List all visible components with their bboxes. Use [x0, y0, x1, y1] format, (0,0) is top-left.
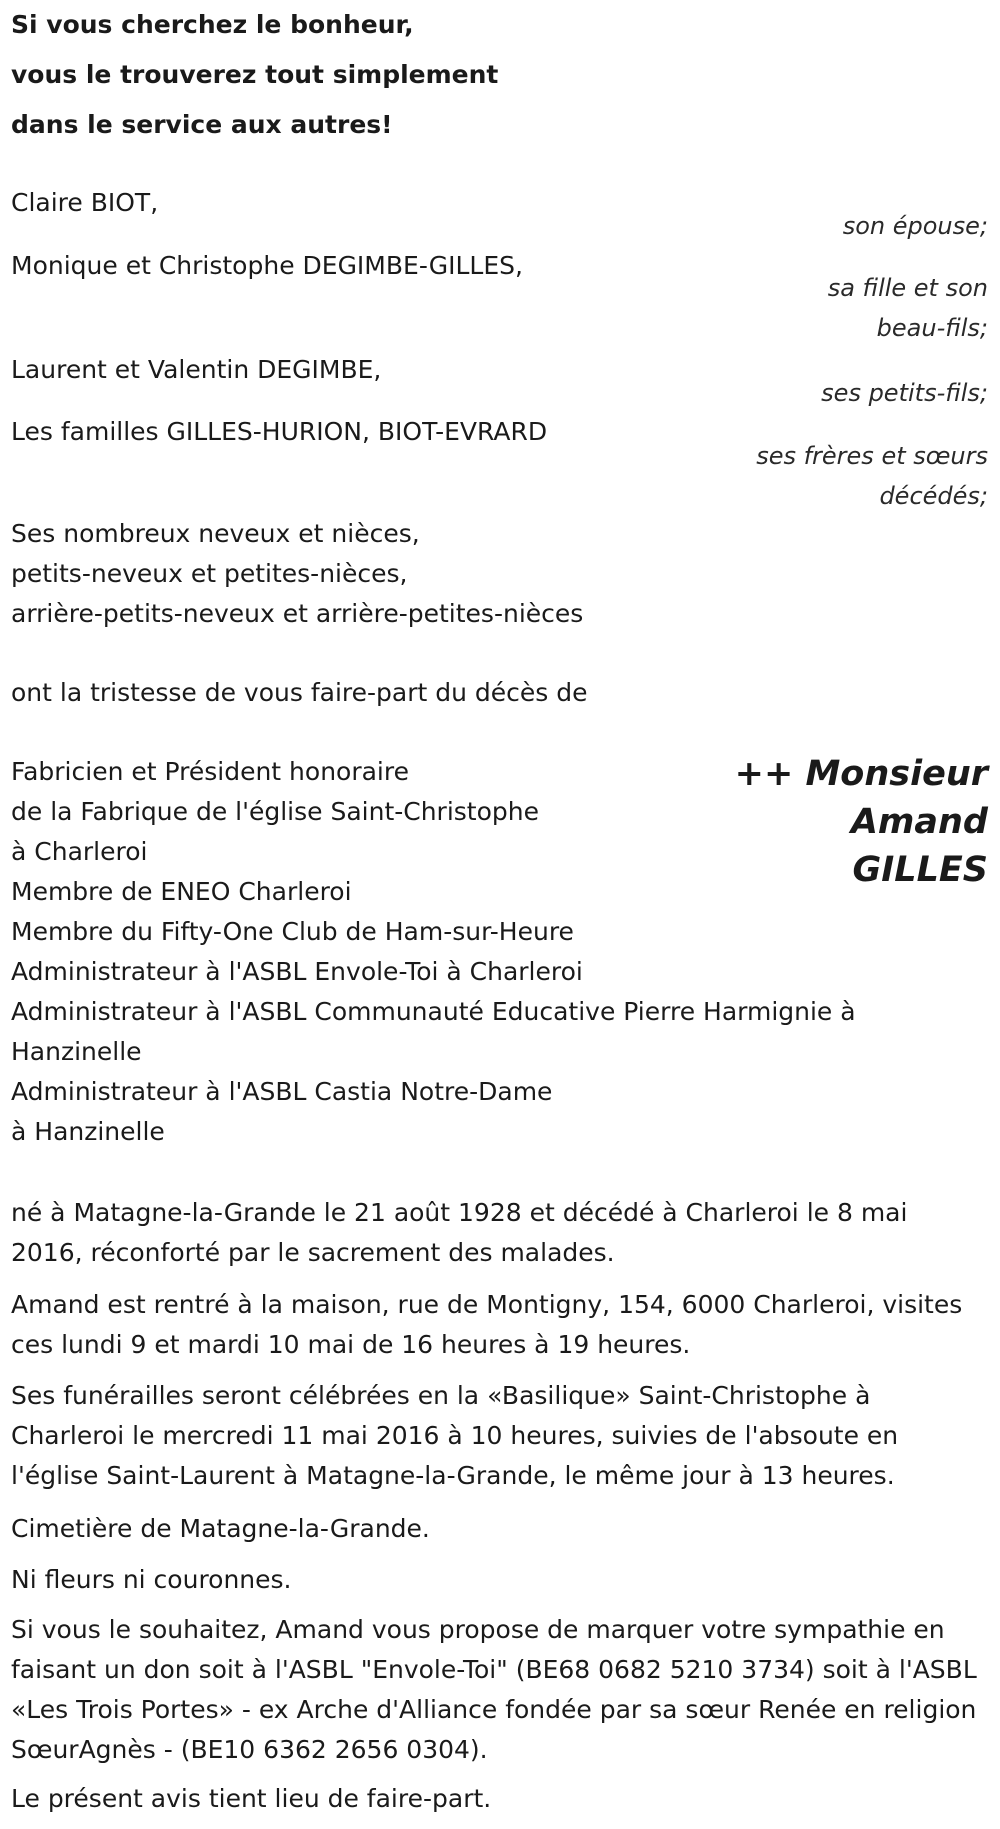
visits-paragraph: Amand est rentré à la maison, rue de Montigny, 154, 6000 Charleroi, visites ces lundi 9 et mardi 10 mai de 16 heures à 19 heures.	[11, 1290, 963, 1359]
family-role-siblings-2: décédés;	[879, 482, 988, 510]
notice-paragraph: Le présent avis tient lieu de faire-part.	[11, 1784, 492, 1813]
funeral-paragraph: Ses funérailles seront célébrées en la «Basilique» Saint-Christophe à Charleroi le mercredi 11 mai 2016 à 10 heures, suivies de l'absoute en l'église Saint-Laurent à Matagne-la-Grande, le même jour à 13 heures.	[11, 1381, 899, 1490]
donation-paragraph: Si vous le souhaitez, Amand vous propose de marquer votre sympathie en faisant un don soit à l'ASBL "Envole-Toi" (BE68 0682 5210 3734) soit à l'ASBL «Les Trois Portes» - ex Arche d'Alliance fondée par sa sœur Renée en religion SœurAgnès - (BE10 6362 2656 0304).	[11, 1615, 977, 1764]
relatives-line: Ses nombreux neveux et nièces,	[11, 519, 420, 548]
deceased-name-line: GILLES	[852, 850, 988, 890]
family-role-daughter-2: beau-fils;	[876, 314, 988, 342]
title-line: Membre du Fifty-One Club de Ham-sur-Heure	[11, 917, 574, 946]
opening-quote	[11, 0, 711, 150]
relatives-list	[11, 514, 971, 634]
family-name-monique: Monique et Christophe DEGIMBE-GILLES,	[11, 251, 523, 280]
title-line: Membre de ENEO Charleroi	[11, 877, 352, 906]
flowers-paragraph: Ni fleurs ni couronnes.	[11, 1565, 292, 1594]
titles-list	[11, 752, 971, 1152]
family-name-families: Les familles GILLES-HURION, BIOT-EVRARD	[11, 417, 548, 446]
family-name-claire: Claire BIOT,	[11, 188, 159, 217]
family-role-daughter-1: sa fille et son	[827, 274, 988, 302]
announcement: ont la tristesse de vous faire-part du décès de	[11, 678, 588, 707]
title-line: Administrateur à l'ASBL Communauté Educative Pierre Harmignie à	[11, 997, 856, 1026]
title-line: Administrateur à l'ASBL Castia Notre-Dame	[11, 1077, 553, 1106]
title-line: de la Fabrique de l'église Saint-Christophe	[11, 797, 540, 826]
family-role-grandsons: ses petits-fils;	[821, 379, 988, 407]
birth-paragraph: né à Matagne-la-Grande le 21 août 1928 et décédé à Charleroi le 8 mai 2016, réconforté par le sacrement des malades.	[11, 1198, 908, 1267]
title-line: Fabricien et Président honoraire	[11, 757, 409, 786]
relatives-line: petits-neveux et petites-nièces,	[11, 559, 408, 588]
relatives-line: arrière-petits-neveux et arrière-petites-nièces	[11, 599, 584, 628]
title-line: à Charleroi	[11, 837, 148, 866]
quote-line: Si vous cherchez le bonheur,	[11, 10, 414, 39]
cemetery-paragraph: Cimetière de Matagne-la-Grande.	[11, 1514, 430, 1543]
family-role-siblings-1: ses frères et sœurs	[756, 442, 988, 470]
family-name-laurent: Laurent et Valentin DEGIMBE,	[11, 355, 382, 384]
title-line: Administrateur à l'ASBL Envole-Toi à Charleroi	[11, 957, 583, 986]
title-line: Hanzinelle	[11, 1037, 142, 1066]
quote-line: vous le trouverez tout simplement	[11, 60, 499, 89]
deceased-name-line: ++ Monsieur	[734, 754, 988, 794]
deceased-name-line: Amand	[850, 802, 988, 842]
family-role-spouse: son épouse;	[842, 212, 988, 240]
title-line: à Hanzinelle	[11, 1117, 165, 1146]
quote-line: dans le service aux autres!	[11, 110, 393, 139]
